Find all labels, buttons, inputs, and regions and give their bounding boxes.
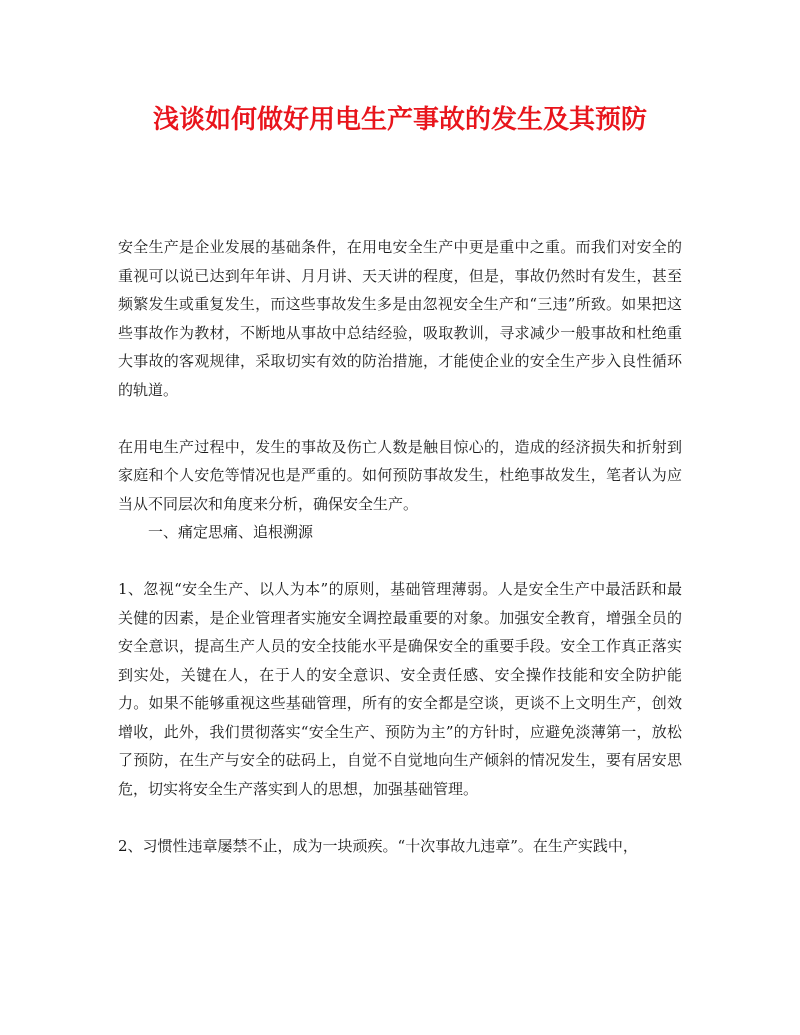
section-heading: 一、痛定思痛、追根溯源 <box>148 523 314 541</box>
document-title: 浅谈如何做好用电生产事故的发生及其预防 <box>152 105 647 135</box>
paragraph-point-2: 2、习惯性违章屡禁不止，成为一块顽疾。“十次事故九违章”。在生产实践中， <box>118 836 638 855</box>
paragraph-context: 在用电生产过程中，发生的事故及伤亡人数是触目惊心的，造成的经济损失和折射到家庭和个人安危等情况也是严重的。如何预防事故发生，杜绝事故发生，笔者认为应当从不同层次和角度来分析，确保安全生产。 <box>118 437 682 513</box>
paragraph-spacer <box>118 547 682 576</box>
paragraph-spacer <box>118 404 682 433</box>
document-body <box>118 233 682 860</box>
paragraph-point-1: 1、忽视“安全生产、以人为本”的原则，基础管理薄弱。人是安全生产中最活跃和最关健的因素，是企业管理者实施安全调控最重要的对象。加强安全教育，增强全员的安全意识，提高生产人员的安全技能水平是确保安全的重要手段。安全工作真正落实到实处，关键在人，在于人的安全意识、安全责任感、安全操作技能和安全防护能力。如果不能够重视这些基础管理，所有的安全都是空谈，更谈不上文明生产，创效增收，此外，我们贯彻落实“安全生产、预防为主”的方针时，应避免淡薄第一，放松了预防，在生产与安全的砝码上，自觉不自觉地向生产倾斜的情况发生，要有居安思危，切实将安全生产落实到人的思想，加强基础管理。 <box>118 580 682 798</box>
paragraph-spacer <box>118 803 682 832</box>
paragraph-intro: 安全生产是企业发展的基础条件，在用电安全生产中更是重中之重。而我们对安全的重视可以说已达到年年讲、月月讲、天天讲的程度，但是，事故仍然时有发生，甚至频繁发生或重复发生，而这些事故发生多是由忽视安全生产和“三违”所致。如果把这些事故作为教材，不断地从事故中总结经验，吸取教训，寻求减少一般事故和杜绝重大事故的客观规律，采取切实有效的防治措施，才能使企业的安全生产步入良性循环的轨道。 <box>118 238 682 399</box>
